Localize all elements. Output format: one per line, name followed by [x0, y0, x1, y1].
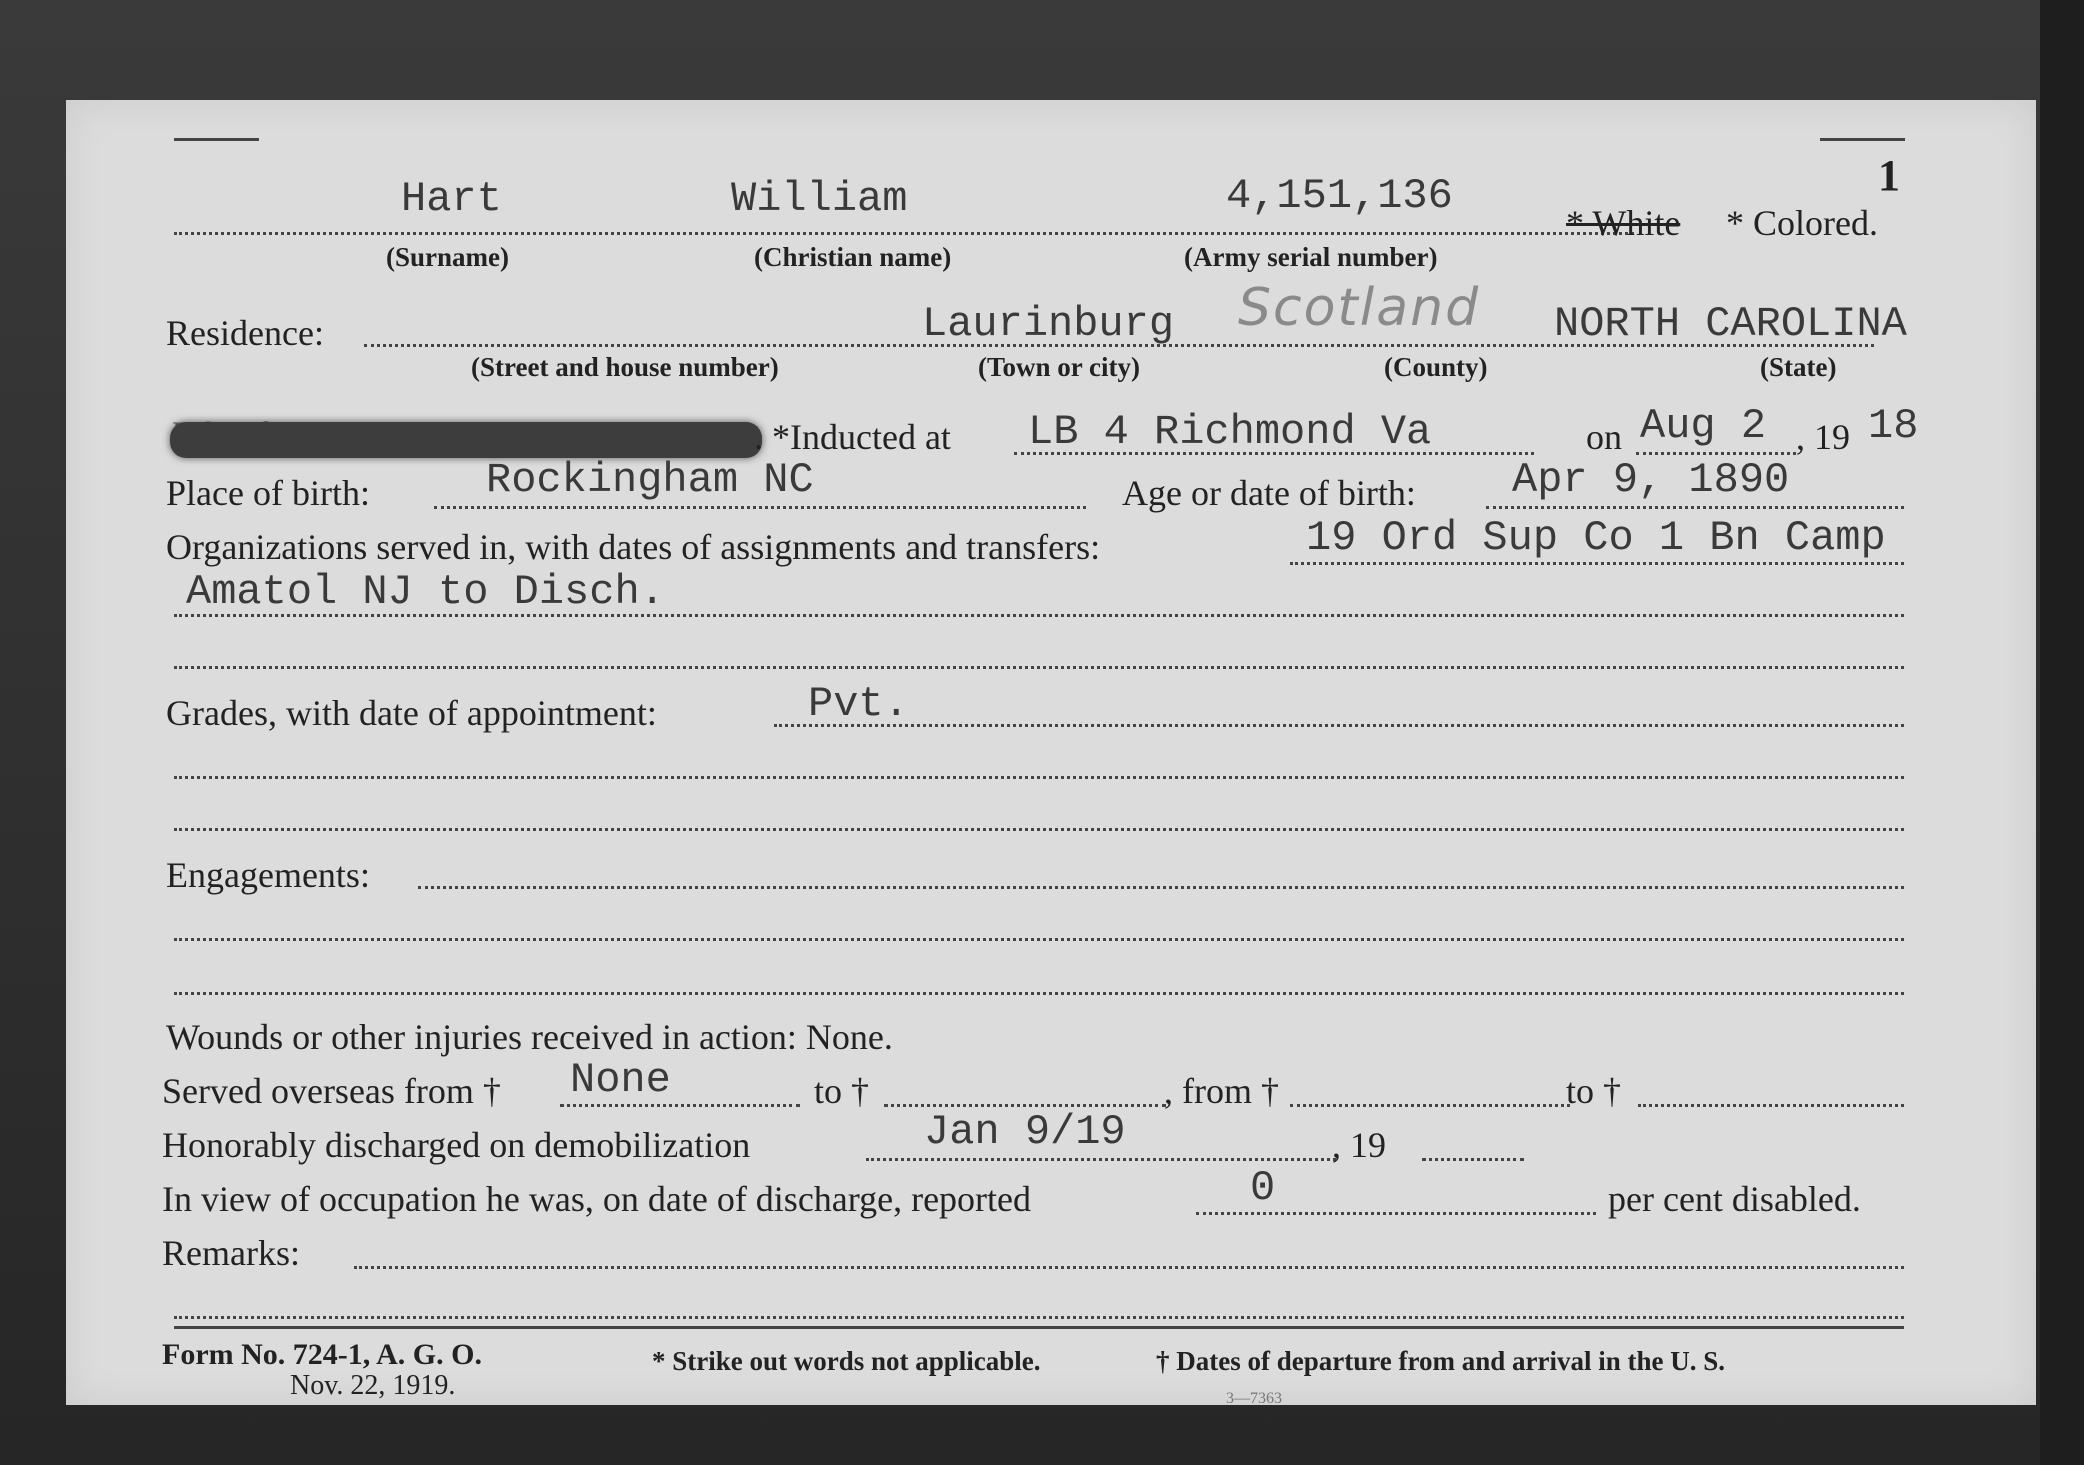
residence-label: Residence:	[166, 313, 324, 353]
town-value: Laurinburg	[922, 300, 1175, 348]
form-date: Nov. 22, 1919.	[290, 1370, 456, 1401]
induction-date-value: Aug 2	[1640, 402, 1767, 450]
overseas-to-label-1: to †	[814, 1071, 870, 1111]
right-edge-strip	[2040, 0, 2084, 1465]
inducted-at-value: LB 4 Richmond Va	[1028, 408, 1432, 456]
remarks-line-1	[354, 1266, 1904, 1269]
discharge-year-label: , 19	[1332, 1125, 1386, 1165]
organizations-value-2: Amatol NJ to Disch.	[186, 568, 665, 616]
birthdate-line	[1486, 506, 1904, 509]
overseas-to-line-1	[884, 1104, 1166, 1107]
overseas-from-label-2: , from †	[1164, 1071, 1279, 1111]
on-label: on	[1586, 417, 1622, 457]
service-record-card	[66, 100, 2036, 1405]
state-caption: (State)	[1760, 352, 1837, 382]
remarks-label: Remarks:	[162, 1233, 300, 1273]
surname-value: Hart	[401, 175, 502, 223]
race-white-struck: * White	[1566, 203, 1681, 243]
grades-line-1	[774, 724, 1904, 727]
organizations-line-3	[174, 666, 1904, 669]
place-of-birth-label: Place of birth:	[166, 473, 370, 513]
top-left-rule	[174, 138, 259, 141]
disabled-percent-value: 0	[1250, 1164, 1276, 1212]
engagements-label: Engagements:	[166, 855, 370, 895]
grades-label: Grades, with date of appointment:	[166, 693, 657, 733]
redaction-mark	[170, 422, 762, 458]
disabled-label: per cent disabled.	[1608, 1179, 1861, 1219]
christian-name-caption: (Christian name)	[754, 242, 952, 272]
place-of-birth-value: Rockingham NC	[486, 456, 814, 504]
organizations-label: Organizations served in, with dates of assignments and transfers:	[166, 527, 1101, 567]
discharged-label: Honorably discharged on demobilization	[162, 1125, 751, 1165]
footer-rule	[174, 1326, 1904, 1329]
surname-caption: (Surname)	[386, 242, 509, 272]
discharge-date-value: Jan 9/19	[924, 1108, 1126, 1156]
inducted-label: . *Inducted at	[754, 417, 951, 457]
christian-name-value: William	[731, 175, 908, 223]
year-prefix: , 19	[1796, 417, 1850, 457]
strike-note: * Strike out words not applicable.	[652, 1346, 1041, 1376]
state-value: NORTH CAROLINA	[1554, 300, 1907, 348]
discharge-year-line	[1422, 1158, 1524, 1161]
birthplace-line	[434, 506, 1086, 509]
serial-caption: (Army serial number)	[1184, 242, 1438, 272]
dates-note: † Dates of departure from and arrival in the U. S.	[1156, 1346, 1725, 1376]
card-number: 1	[1878, 151, 1900, 200]
street-caption: (Street and house number)	[471, 352, 779, 382]
wounds-statement: Wounds or other injuries received in action: None.	[166, 1017, 893, 1057]
disabled-percent-line	[1196, 1212, 1596, 1215]
grades-line-3	[174, 828, 1904, 831]
town-caption: (Town or city)	[978, 352, 1140, 382]
remarks-line-2	[174, 1316, 1904, 1319]
date-of-birth-value: Apr 9, 1890	[1512, 456, 1790, 504]
county-value-handwritten: Scotland	[1238, 278, 1481, 338]
overseas-from-line-2	[1290, 1104, 1570, 1107]
overseas-to-label-2: to †	[1566, 1071, 1622, 1111]
served-overseas-label: Served overseas from †	[162, 1071, 501, 1111]
serial-number-value: 4,151,136	[1226, 172, 1453, 220]
engagements-line-2	[174, 938, 1904, 941]
induction-date-line	[1636, 452, 1796, 455]
name-line	[174, 232, 1634, 235]
form-number: Form No. 724-1, A. G. O.	[162, 1338, 482, 1371]
organizations-value-1: 19 Ord Sup Co 1 Bn Camp	[1306, 514, 1886, 562]
discharge-line	[866, 1158, 1336, 1161]
age-birth-label: Age or date of birth:	[1122, 473, 1416, 513]
induction-year-value: 18	[1868, 402, 1919, 450]
engagements-line-3	[174, 992, 1904, 995]
overseas-from-line	[560, 1104, 800, 1107]
organizations-line-1	[1290, 562, 1904, 565]
overseas-from-value: None	[570, 1056, 671, 1104]
engagements-line-1	[418, 886, 1904, 889]
overseas-to-line-2	[1638, 1104, 1904, 1107]
county-caption: (County)	[1384, 352, 1488, 382]
grade-value: Pvt.	[808, 680, 909, 728]
grades-line-2	[174, 776, 1904, 779]
occupation-label: In view of occupation he was, on date of discharge, reported	[162, 1179, 1032, 1219]
race-colored: * Colored.	[1726, 203, 1878, 243]
top-right-rule	[1820, 138, 1905, 141]
print-code: 3—7363	[1226, 1390, 1282, 1407]
